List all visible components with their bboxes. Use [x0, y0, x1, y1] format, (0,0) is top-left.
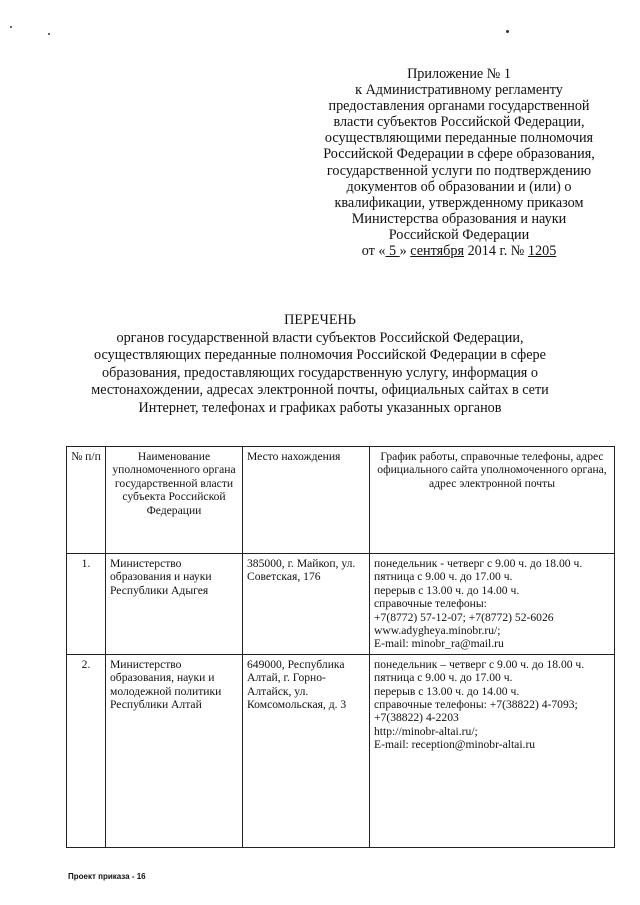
- appendix-line: квалификации, утвержденному приказом: [334, 194, 584, 211]
- schedule-line: +7(38822) 4-2203: [374, 711, 459, 725]
- schedule-line: понедельник - четверг с 9.00 ч. до 18.00 ч.: [374, 557, 583, 570]
- appendix-date: [300, 243, 618, 259]
- scan-speck: [48, 33, 50, 35]
- schedule-website: http://minobr-altai.ru/;: [374, 724, 478, 738]
- appendix-line: документов об образовании и (или) о: [346, 178, 572, 195]
- document-title: [60, 312, 580, 417]
- appendix-block: [300, 66, 618, 259]
- schedule-email: E-mail: minobr_ra@mail.ru: [374, 637, 504, 651]
- title-line: образования, предоставляющих государственную услугу, информация о: [102, 364, 538, 381]
- scan-speck: [506, 30, 509, 33]
- date-prefix: от «: [361, 243, 386, 260]
- scan-speck: [10, 26, 12, 28]
- row-schedule: [370, 554, 615, 655]
- appendix-line: предоставления органами государственной: [328, 98, 590, 115]
- schedule-line: перерыв с 13.00 ч. до 14.00 ч.: [374, 583, 520, 597]
- table-row: [67, 654, 615, 847]
- appendix-line: Российской Федерации в сфере образования,: [323, 146, 595, 163]
- header-location: Место нахождения: [243, 447, 370, 554]
- schedule-line: справочные телефоны:: [374, 597, 487, 611]
- appendix-line: Министерства образования и науки: [351, 210, 567, 227]
- appendix-line: осуществляющими переданные полномочия: [324, 130, 594, 147]
- row-name: Министерство образования и науки Республики Адыгея: [106, 554, 243, 655]
- header-num: № п/п: [67, 447, 106, 554]
- row-num: 1.: [67, 554, 106, 655]
- date-year: 2014 г. №: [464, 243, 528, 260]
- schedule-email: E-mail: reception@minobr-altai.ru: [374, 738, 536, 752]
- table-row: [67, 554, 615, 655]
- row-schedule: [370, 654, 615, 847]
- title-line: Интернет, телефонах и графиках работы указанных органов: [138, 399, 502, 416]
- schedule-line: пятница с 9.00 ч. до 17.00 ч.: [374, 570, 513, 584]
- header-name: Наименование уполномоченного органа государственной власти субъекта Российской Федерации: [106, 447, 243, 554]
- appendix-line: к Административному регламенту: [355, 82, 563, 99]
- title-heading: ПЕРЕЧЕНЬ: [284, 312, 356, 328]
- row-name: Министерство образования, науки и молодежной политики Республики Алтай: [106, 654, 243, 847]
- row-location: 385000, г. Майкоп, ул. Советская, 176: [243, 554, 370, 655]
- row-num: 2.: [67, 654, 106, 847]
- date-number: 1205: [527, 243, 557, 260]
- schedule-line: перерыв с 13.00 ч. до 14.00 ч.: [374, 684, 520, 698]
- appendix-line: государственной услуги по подтверждению: [326, 162, 592, 179]
- page-footer: Проект приказа - 16: [68, 872, 146, 881]
- date-month: сентября: [410, 243, 465, 260]
- date-mid: »: [399, 243, 411, 260]
- schedule-line: понедельник – четверг с 9.00 ч. до 18.00 ч.: [374, 657, 585, 671]
- title-line: органов государственной власти субъектов Российской Федерации,: [116, 329, 524, 346]
- schedule-website: www.adygheya.minobr.ru/;: [374, 624, 501, 638]
- header-schedule: График работы, справочные телефоны, адрес официального сайта уполномоченного органа, адрес электронной почты: [370, 447, 615, 554]
- schedule-line: +7(8772) 57-12-07; +7(8772) 52-6026: [374, 610, 554, 624]
- date-day: 5: [385, 243, 400, 260]
- schedule-line: справочные телефоны: +7(38822) 4-7093;: [374, 698, 578, 712]
- row-location: 649000, Республика Алтай, г. Горно-Алтайск, ул. Комсомольская, д. 3: [243, 654, 370, 847]
- authorities-table: [66, 446, 615, 848]
- appendix-line: Приложение № 1: [407, 66, 511, 82]
- table-header-row: [67, 447, 615, 554]
- appendix-line: власти субъектов Российской Федерации,: [333, 114, 585, 131]
- title-line: местонахождении, адресах электронной почты, официальных сайтах в сети: [91, 382, 549, 398]
- schedule-line: пятница с 9.00 ч. до 17.00 ч.: [374, 671, 513, 685]
- title-line: осуществляющих переданные полномочия Российской Федерации в сфере: [94, 347, 546, 363]
- appendix-line: Российской Федерации: [388, 226, 530, 243]
